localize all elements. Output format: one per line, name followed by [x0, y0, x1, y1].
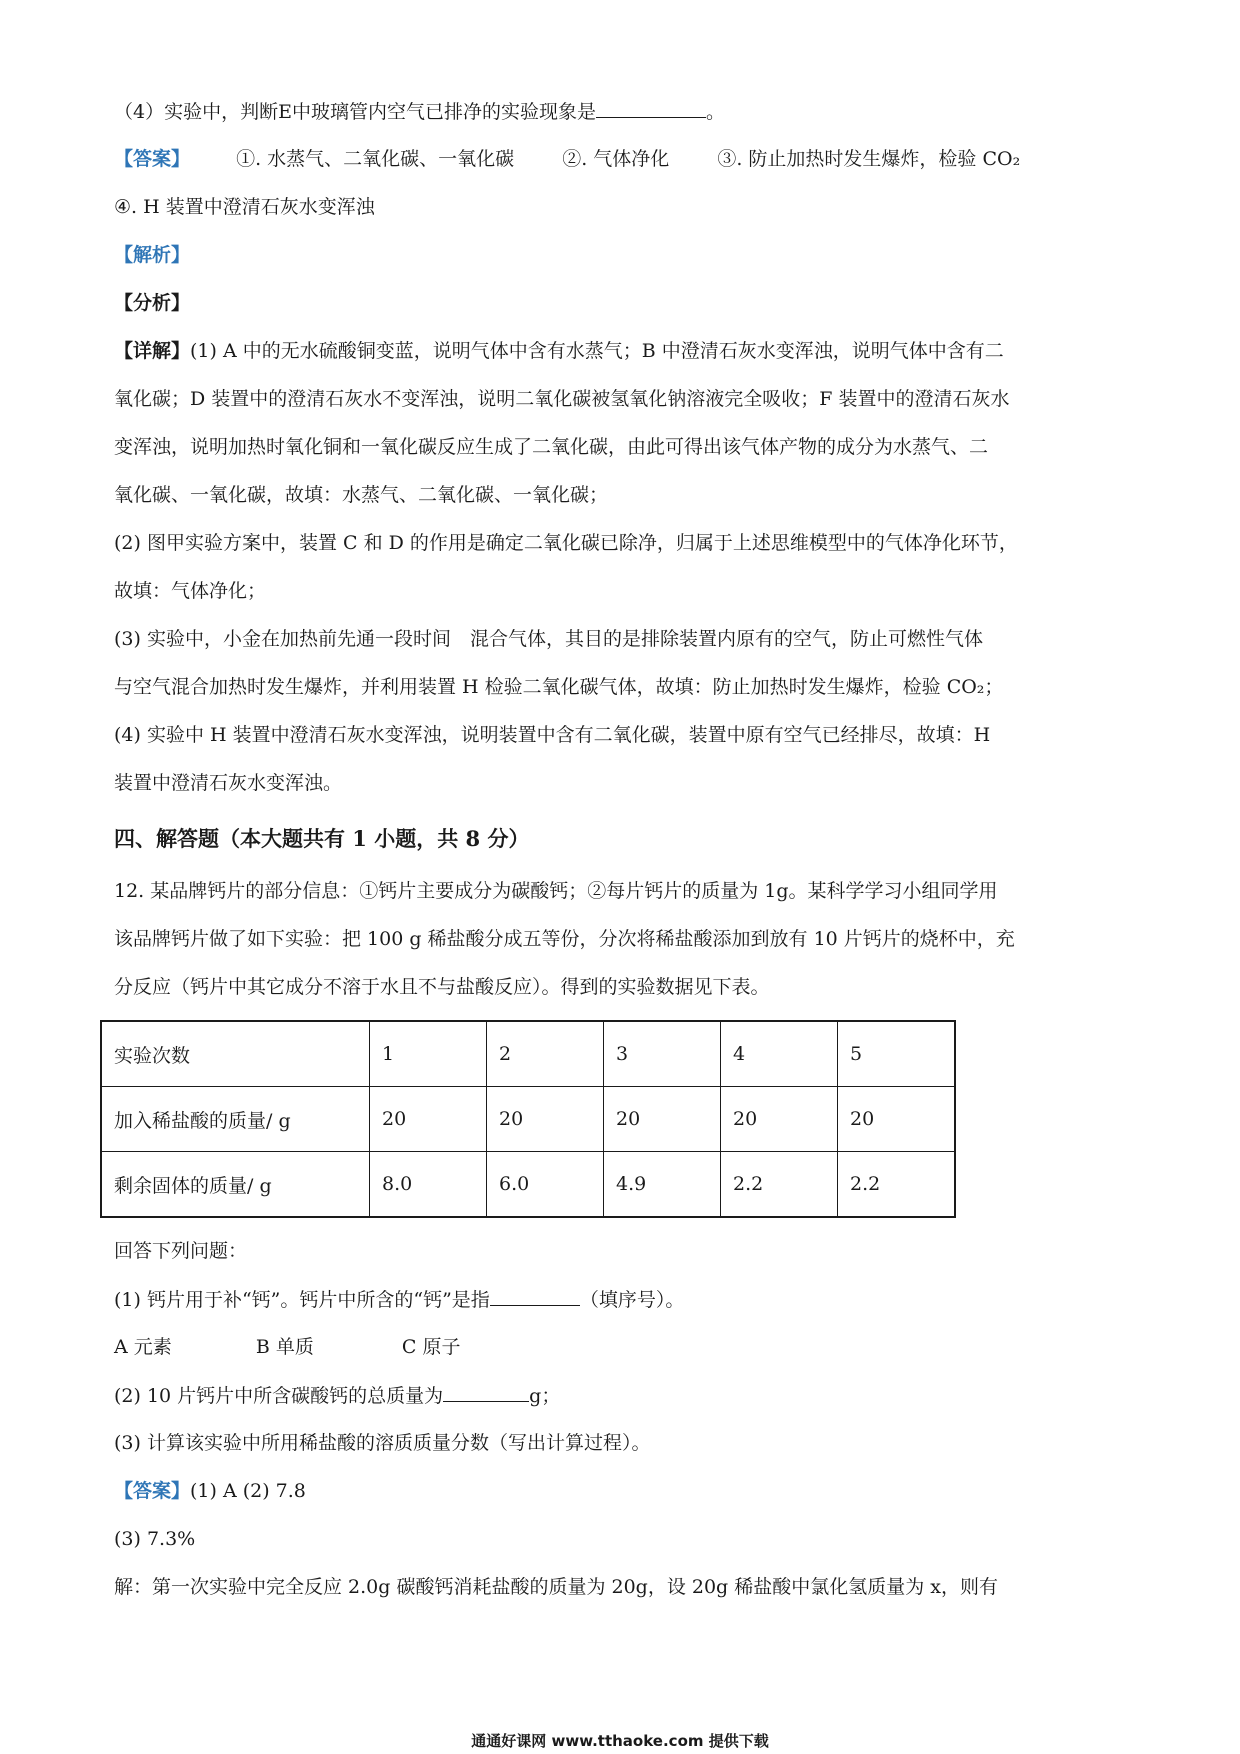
answer-line-1 [114, 146, 1020, 172]
answer-blank [596, 98, 706, 118]
answer-blank [443, 1382, 529, 1402]
option-c: C 原子 [401, 1336, 461, 1358]
detail-line-9: (4) 实验中 H 装置中澄清石灰水变浑浊，说明装置中含有二氧化碳，装置中原有空气已经排尽，故填：H [114, 724, 991, 746]
detail-line-5: (2) 图甲实验方案中，装置 C 和 D 的作用是确定二氧化碳已除净，归属于上述思维模型中的气体净化环节， [114, 532, 1018, 554]
answer2-line-2: (3) 7.3% [114, 1528, 196, 1550]
answer-tag: 【答案】 [114, 1480, 191, 1502]
detail-line-4: 氧化碳、一氧化碳，故填：水蒸气、二氧化碳、一氧化碳； [114, 484, 609, 506]
question-12-line-3: 分反应（钙片中其它成分不溶于水且不与盐酸反应）。得到的实验数据见下表。 [114, 976, 770, 998]
question-1: (1) 钙片用于补“钙”。钙片中所含的“钙”是指 （填序号）。 [114, 1286, 684, 1313]
answer2-line-3: 解：第一次实验中完全反应 2.0g 碳酸钙消耗盐酸的质量为 20g，设 20g 稀盐酸中氯化氢质量为 x，则有 [114, 1576, 999, 1598]
page-footer: 通通好课网 www.tthaoke.com 提供下载 [471, 1732, 769, 1750]
question-11-part-4: （4）实验中，判断E中玻璃管内空气已排净的实验现象是 。 [114, 98, 725, 125]
question-3: (3) 计算该实验中所用稀盐酸的溶质质量分数（写出计算过程）。 [114, 1432, 651, 1454]
question-12-line-1: 12. 某品牌钙片的部分信息：①钙片主要成分为碳酸钙；②每片钙片的质量为 1g。某科学学习小组同学用 [114, 880, 998, 902]
section-heading: 四、解答题（本大题共有 1 小题，共 8 分） [114, 826, 530, 851]
answer-2: ②. 气体净化 [562, 148, 670, 170]
detail-tag: 【详解】 [114, 340, 191, 362]
answer-3: ③. 防止加热时发生爆炸，检验 CO₂ [717, 148, 1021, 170]
question-1-options [114, 1334, 460, 1360]
detail-line-3: 变浑浊，说明加热时氧化铜和一氧化碳反应生成了二氧化碳，由此可得出该气体产物的成分为水蒸气、二 [114, 436, 989, 458]
questions-intro: 回答下列问题： [114, 1240, 248, 1262]
detail-line-6: 故填：气体净化； [114, 580, 267, 602]
answer-4: ④. H 装置中澄清石灰水变浑浊 [114, 196, 375, 218]
detail-line-8: 与空气混合加热时发生爆炸，并利用装置 H 检验二氧化碳气体，故填：防止加热时发生爆炸，检验 CO₂； [114, 676, 1004, 698]
answer-blank [490, 1286, 580, 1306]
table-row: 实验次数 1 2 3 4 5 [101, 1021, 955, 1087]
table-row: 剩余固体的质量/ g 8.0 6.0 4.9 2.2 2.2 [101, 1152, 955, 1218]
table-row: 加入稀盐酸的质量/ g 20 20 20 20 20 [101, 1087, 955, 1152]
detail-line-1: 【详解】(1) A 中的无水硫酸铜变蓝，说明气体中含有水蒸气；B 中澄清石灰水变浑浊，说明气体中含有二 [114, 340, 1004, 362]
detail-line-7: (3) 实验中，小金在加热前先通一段时间 混合气体，其目的是排除装置内原有的空气，防止可燃性气体 [114, 628, 983, 650]
answer-1: ①. 水蒸气、二氧化碳、一氧化碳 [236, 148, 515, 170]
answer2-line-1: 【答案】(1) A (2) 7.8 [114, 1480, 306, 1502]
question-12-line-2: 该品牌钙片做了如下实验：把 100 g 稀盐酸分成五等份，分次将稀盐酸添加到放有 10 片钙片的烧杯中，充 [114, 928, 1015, 950]
answer-tag: 【答案】 [114, 148, 191, 170]
analysis-tag: 【解析】 [114, 244, 191, 266]
option-a: A 元素 [114, 1336, 172, 1358]
fenxi-tag: 【分析】 [114, 292, 191, 314]
detail-line-2: 氧化碳；D 装置中的澄清石灰水不变浑浊，说明二氧化碳被氢氧化钠溶液完全吸收；F 装置中的澄清石灰水 [114, 388, 1010, 410]
detail-line-10: 装置中澄清石灰水变浑浊。 [114, 772, 343, 794]
question-2: (2) 10 片钙片中所含碳酸钙的总质量为 g； [114, 1382, 560, 1409]
experiment-data-table [100, 1020, 956, 1218]
option-b: B 单质 [255, 1336, 314, 1358]
